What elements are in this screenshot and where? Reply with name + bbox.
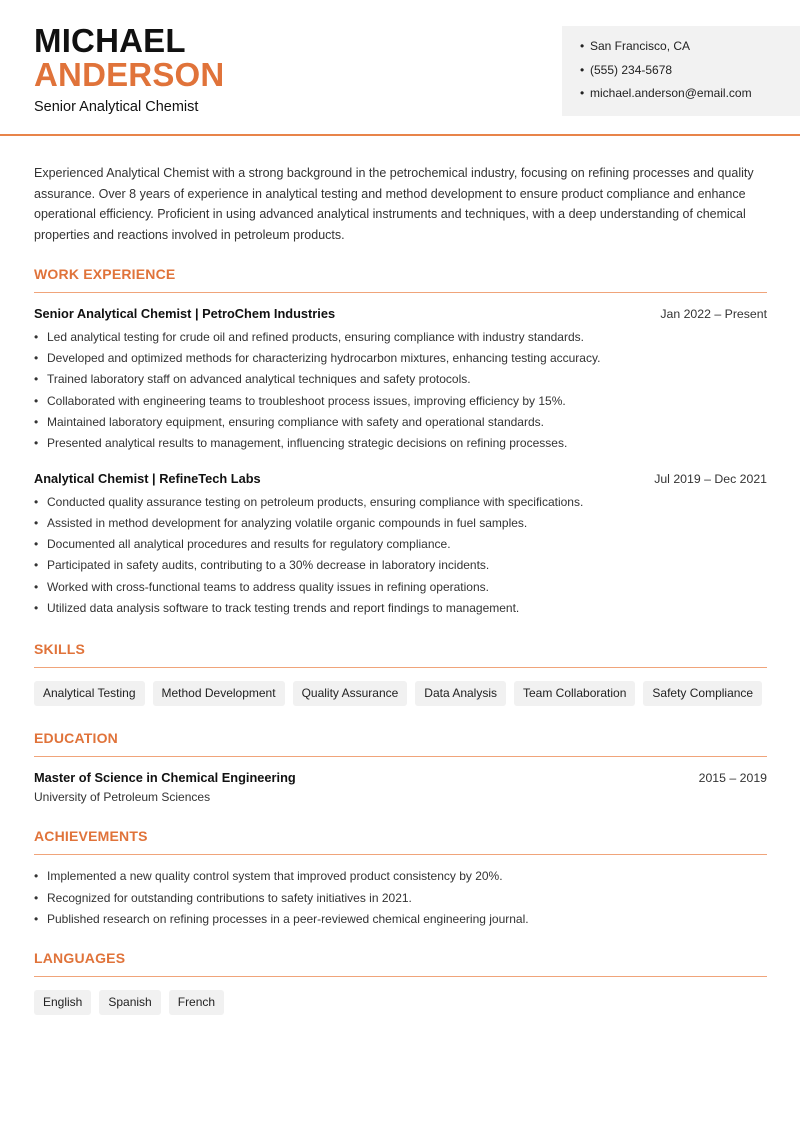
language-tag: English: [34, 990, 91, 1015]
bullet-icon: •: [580, 39, 585, 53]
bullet-icon: •: [34, 393, 39, 408]
bullet-icon: •: [34, 494, 39, 509]
list-item: [34, 890, 767, 911]
job-role: Senior Analytical Chemist | PetroChem Industries: [34, 305, 336, 321]
contact-email: [580, 85, 800, 109]
list-item-text: Maintained laboratory equipment, ensuring compliance with safety and operational standards.: [47, 415, 544, 429]
language-tag: French: [169, 990, 224, 1015]
languages-section: [34, 950, 767, 1015]
bullet-icon: •: [34, 436, 39, 451]
skill-tag: Quality Assurance: [293, 681, 408, 706]
section-heading: WORK EXPERIENCE: [34, 266, 767, 293]
job-entry: [34, 471, 767, 622]
list-item-text: Developed and optimized methods for characterizing hydrocarbon mixtures, enhancing testing accuracy.: [47, 351, 601, 366]
bullet-icon: •: [580, 62, 585, 77]
list-item: [34, 435, 767, 456]
education-degree: Master of Science in Chemical Engineering: [34, 770, 296, 786]
resume-body: [34, 136, 767, 1015]
job-bullets: [34, 329, 767, 457]
last-name: ANDERSON: [34, 56, 225, 93]
education-section: [34, 730, 767, 804]
list-item: [34, 579, 767, 600]
job-entry: [34, 306, 767, 457]
bullet-icon: •: [34, 351, 39, 366]
list-item: [34, 393, 767, 414]
skill-tag: Data Analysis: [415, 681, 506, 706]
skill-tag: Team Collaboration: [514, 681, 635, 706]
job-header: [34, 306, 767, 321]
contact-phone-text: (555) 234-5678: [590, 62, 673, 77]
skills-section: [34, 641, 767, 706]
list-item: [34, 329, 767, 350]
skill-tag: Method Development: [153, 681, 285, 706]
job-title: Senior Analytical Chemist: [34, 99, 199, 115]
list-item-text: Conducted quality assurance testing on petroleum products, ensuring compliance with specifications.: [47, 494, 584, 509]
bullet-icon: •: [34, 415, 39, 429]
achievements-list: [34, 868, 767, 932]
resume-header: [0, 0, 800, 136]
list-item: [34, 515, 767, 536]
contact-email-text: michael.anderson@email.com: [590, 86, 752, 100]
language-tag: Spanish: [99, 990, 160, 1015]
bullet-icon: •: [34, 537, 39, 552]
list-item: [34, 911, 767, 932]
skill-tag: Analytical Testing: [34, 681, 145, 706]
list-item-text: Documented all analytical procedures and results for regulatory compliance.: [47, 537, 451, 552]
bullet-icon: •: [34, 911, 39, 926]
education-school: University of Petroleum Sciences: [34, 790, 211, 805]
list-item-text: Implemented a new quality control system that improved product consistency by 20%.: [47, 869, 503, 884]
list-item: [34, 600, 767, 621]
job-role: Analytical Chemist | RefineTech Labs: [34, 470, 261, 486]
list-item-text: Recognized for outstanding contributions to safety initiatives in 2021.: [47, 890, 412, 905]
job-header: [34, 471, 767, 486]
bullet-icon: •: [34, 329, 39, 344]
job-bullets: [34, 494, 767, 622]
education-date: 2015 – 2019: [698, 771, 767, 786]
bullet-icon: •: [580, 86, 585, 100]
list-item-text: Collaborated with engineering teams to troubleshoot process issues, improving efficiency by 15%.: [47, 393, 566, 408]
bullet-icon: •: [34, 601, 39, 616]
section-heading: SKILLS: [34, 641, 767, 668]
list-item-text: Trained laboratory staff on advanced analytical techniques and safety protocols.: [47, 372, 471, 387]
list-item-text: Presented analytical results to management, influencing strategic decisions on refining processes.: [47, 436, 568, 451]
list-item: [34, 557, 767, 578]
list-item-text: Participated in safety audits, contributing to a 30% decrease in laboratory incidents.: [47, 558, 490, 573]
bullet-icon: •: [34, 890, 39, 905]
contact-location-text: San Francisco, CA: [590, 39, 691, 53]
bullet-icon: •: [34, 515, 39, 530]
section-heading: ACHIEVEMENTS: [34, 828, 767, 855]
bullet-icon: •: [34, 558, 39, 573]
bullet-icon: •: [34, 372, 39, 387]
contact-box: [562, 26, 800, 116]
list-item: [34, 414, 767, 435]
achievements-section: [34, 828, 767, 932]
list-item-text: Assisted in method development for analyzing volatile organic compounds in fuel samples.: [47, 515, 528, 530]
list-item: [34, 868, 767, 889]
job-date: Jul 2019 – Dec 2021: [654, 471, 767, 486]
list-item-text: Worked with cross-functional teams to address quality issues in refining operations.: [47, 579, 489, 594]
bullet-icon: •: [34, 579, 39, 594]
first-name: MICHAEL: [34, 22, 186, 59]
job-date: Jan 2022 – Present: [660, 306, 767, 321]
list-item-text: Led analytical testing for crude oil and refined products, ensuring compliance with industry standards.: [47, 329, 584, 344]
education-header: [34, 770, 767, 785]
list-item-text: Utilized data analysis software to track testing trends and report findings to management.: [47, 601, 520, 616]
list-item: [34, 536, 767, 557]
list-item: [34, 371, 767, 392]
section-heading: EDUCATION: [34, 730, 767, 757]
contact-phone: [580, 62, 800, 86]
list-item: [34, 494, 767, 515]
section-heading: LANGUAGES: [34, 950, 767, 977]
list-item-text: Published research on refining processes in a peer-reviewed chemical engineering journal.: [47, 911, 529, 926]
work-experience-section: [34, 266, 767, 622]
contact-location: [580, 38, 800, 62]
language-tags: [34, 990, 767, 1015]
summary: Experienced Analytical Chemist with a strong background in the petrochemical industry, focusing on refining processes and quality assurance. Over 8 years of experience in analytical testing and method development to ensure product compliance and enhance operational efficiency. Proficient in using advanced analytical instruments and techniques, with a deep understanding of chemical properties and reactions involved in petroleum products.: [34, 166, 754, 243]
bullet-icon: •: [34, 869, 39, 884]
skills-tags: [34, 681, 767, 706]
skill-tag: Safety Compliance: [643, 681, 762, 706]
list-item: [34, 350, 767, 371]
